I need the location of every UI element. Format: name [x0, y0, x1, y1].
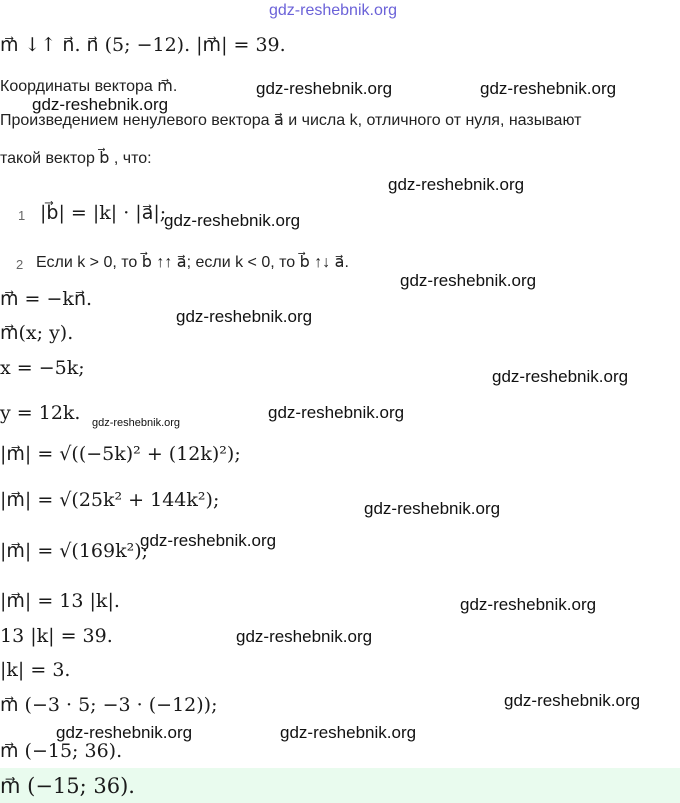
watermark: gdz-reshebnik.org	[480, 79, 617, 98]
watermark: gdz-reshebnik.org	[280, 723, 417, 742]
solution-step: |m⃗| = √(169k²);	[0, 540, 149, 562]
watermark: gdz-reshebnik.org	[176, 307, 313, 326]
solution-step: |m⃗| = √(25k² + 144k²);	[0, 489, 220, 511]
solution-step: |m⃗| = √((−5k)² + (12k)²);	[0, 443, 241, 465]
solution-step: |m⃗| = 13 |k|.	[0, 590, 120, 612]
watermark: gdz-reshebnik.org	[236, 627, 373, 646]
solution-step: m⃗ (−3 · 5; −3 · (−12));	[0, 694, 218, 716]
watermark: gdz-reshebnik.org	[364, 499, 501, 518]
task-statement: Координаты вектора m⃗.	[0, 78, 178, 95]
watermark: gdz-reshebnik.org	[400, 271, 537, 290]
watermark: gdz-reshebnik.org	[56, 723, 193, 742]
watermark: gdz-reshebnik.org	[268, 403, 405, 422]
watermark: gdz-reshebnik.org	[492, 367, 629, 386]
given-statement: m⃗ ↓↑ n⃗. n⃗ (5; −12). |m⃗| = 39.	[0, 34, 286, 56]
solution-step: m⃗ (−15; 36).	[0, 740, 123, 762]
solution-step: m⃗ = −kn⃗.	[0, 288, 93, 310]
watermark: gdz-reshebnik.org	[460, 595, 597, 614]
list-number: 1	[18, 208, 26, 223]
watermark: gdz-reshebnik.org	[504, 691, 641, 710]
watermark: gdz-reshebnik.org	[256, 79, 393, 98]
definition-line-1: Произведением ненулевого вектора a⃗ и числа k, отличного от нуля, называют	[0, 112, 582, 129]
solution-step: y = 12k.	[0, 402, 81, 424]
watermark: gdz-reshebnik.org	[92, 417, 181, 429]
watermark: gdz-reshebnik.org	[164, 211, 301, 230]
solution-step: |k| = 3.	[0, 659, 71, 681]
solution-step: x = −5k;	[0, 357, 85, 379]
watermark-top: gdz-reshebnik.org	[269, 2, 398, 19]
watermark: gdz-reshebnik.org	[388, 175, 525, 194]
solution-step: 13 |k| = 39.	[0, 625, 113, 647]
watermark: gdz-reshebnik.org	[32, 95, 169, 114]
definition-item-1: |b⃗| = |k| · |a⃗|;	[40, 202, 167, 224]
definition-line-2: такой вектор b⃗ , что:	[0, 150, 152, 167]
solution-step: m⃗(x; y).	[0, 322, 74, 344]
definition-item-2: Если k > 0, то b⃗ ↑↑ a⃗; если k < 0, то b⃗ ↑↓ a⃗.	[36, 254, 349, 271]
list-number: 2	[16, 257, 24, 272]
watermark: gdz-reshebnik.org	[140, 531, 277, 550]
answer-text: m⃗ (−15; 36).	[0, 774, 135, 798]
